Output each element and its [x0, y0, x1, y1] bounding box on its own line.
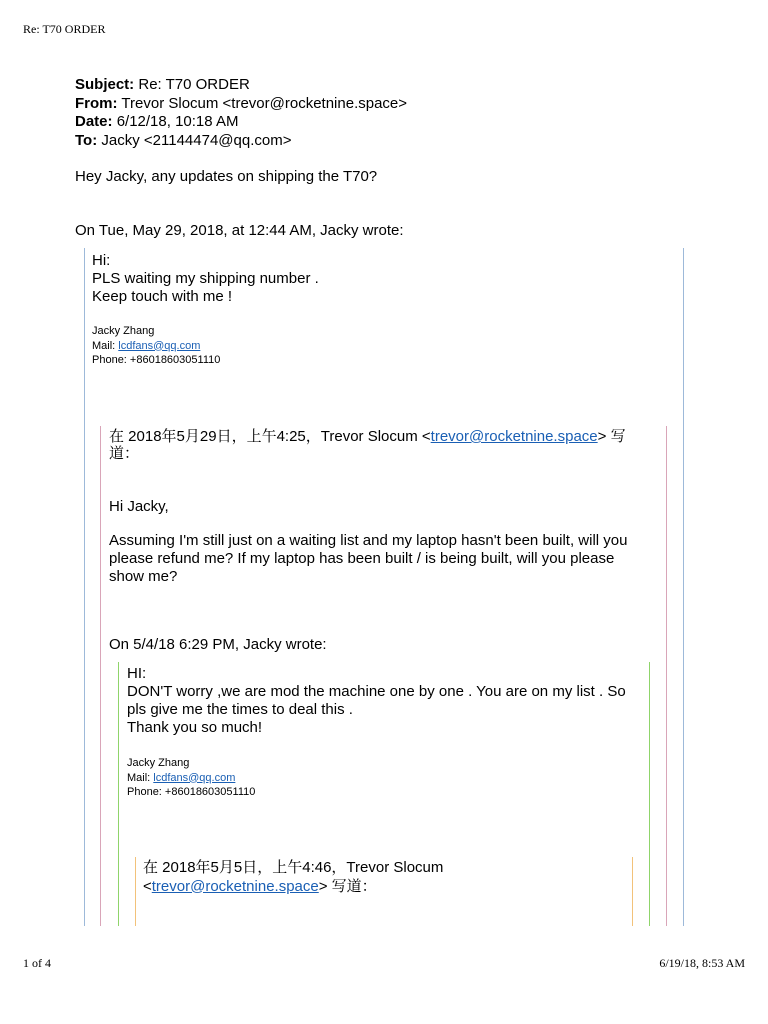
signature-phone: Phone: +86018603051110	[127, 786, 256, 798]
from-label: From:	[75, 94, 118, 112]
to-row	[75, 132, 407, 151]
quote1-message	[92, 252, 319, 306]
signature-mail-link[interactable]: lcdfans@qq.com	[118, 339, 201, 352]
quote2-bar-left	[100, 426, 101, 926]
signature-phone: Phone: +86018603051110	[92, 354, 221, 366]
quote4-intro-email-link[interactable]: trevor@rocketnine.space	[151, 877, 319, 895]
date-value: 6/12/18, 10:18 AM	[116, 113, 239, 130]
quote1-line: PLS waiting my shipping number .	[92, 270, 319, 287]
page-number: 1 of 4	[23, 956, 51, 970]
page-header-title: Re: T70 ORDER	[23, 22, 106, 36]
quote3-bar-right	[649, 662, 650, 926]
quote3-signature	[127, 756, 255, 800]
quote2-intro-email-link[interactable]: trevor@rocketnine.space	[430, 428, 598, 445]
quote3-bar-left	[118, 662, 119, 926]
date-row	[75, 113, 407, 132]
quote1-line: Keep touch with me !	[92, 288, 233, 305]
quote1-bar-left	[84, 248, 85, 926]
quote2-quote-intro: On 5/4/18 6:29 PM, Jacky wrote:	[109, 636, 327, 653]
subject-label: Subject:	[75, 76, 135, 93]
to-value: Jacky <21144474@qq.com>	[101, 131, 292, 149]
signature-mail: Mail: lcdfans@qq.com	[127, 771, 236, 784]
quote-intro: On Tue, May 29, 2018, at 12:44 AM, Jacky wrote:	[75, 222, 404, 239]
quote3-paragraph: DON'T worry ,we are mod the machine one by one . You are on my list . So pls give me the times to deal this .	[127, 683, 626, 718]
quote4-bar-right	[632, 857, 633, 926]
signature-name: Jacky Zhang	[92, 325, 155, 337]
quote2-bar-right	[666, 426, 667, 926]
quote4-bar-left	[135, 857, 136, 926]
quote2-paragraph: Assuming I'm still just on a waiting list and my laptop hasn't been built, will you please refund me? If my laptop has been built / is being built, will you please show me?	[109, 532, 628, 585]
quote2-greeting: Hi Jacky,	[109, 498, 169, 515]
quote4-intro: 在 2018年5月5日，上午4:46，Trevor Slocum <trevor@rocketnine.space> 写道：	[143, 859, 444, 895]
quote3-line: HI:	[127, 665, 147, 682]
signature-mail-link[interactable]: lcdfans@qq.com	[153, 771, 236, 784]
quote1-line: Hi:	[92, 252, 111, 269]
signature-mail: Mail: lcdfans@qq.com	[92, 339, 201, 352]
date-label: Date:	[75, 113, 113, 130]
from-value: Trevor Slocum <trevor@rocketnine.space>	[121, 94, 408, 112]
email-meta	[75, 76, 407, 150]
print-timestamp: 6/19/18, 8:53 AM	[659, 956, 745, 970]
subject-row	[75, 76, 407, 95]
quote1-signature	[92, 324, 220, 368]
quote3-message	[127, 665, 642, 737]
subject-value: Re: T70 ORDER	[138, 76, 250, 93]
quote1-bar-right	[683, 248, 684, 926]
quote2-intro: 在 2018年5月29日，上午4:25，Trevor Slocum <trevor@rocketnine.space> 写 道：	[109, 428, 626, 462]
email-body: Hey Jacky, any updates on shipping the T70?	[75, 168, 378, 185]
to-label: To:	[75, 131, 98, 149]
signature-name: Jacky Zhang	[127, 757, 190, 769]
quote3-line: Thank you so much!	[127, 719, 263, 736]
from-row	[75, 95, 407, 114]
